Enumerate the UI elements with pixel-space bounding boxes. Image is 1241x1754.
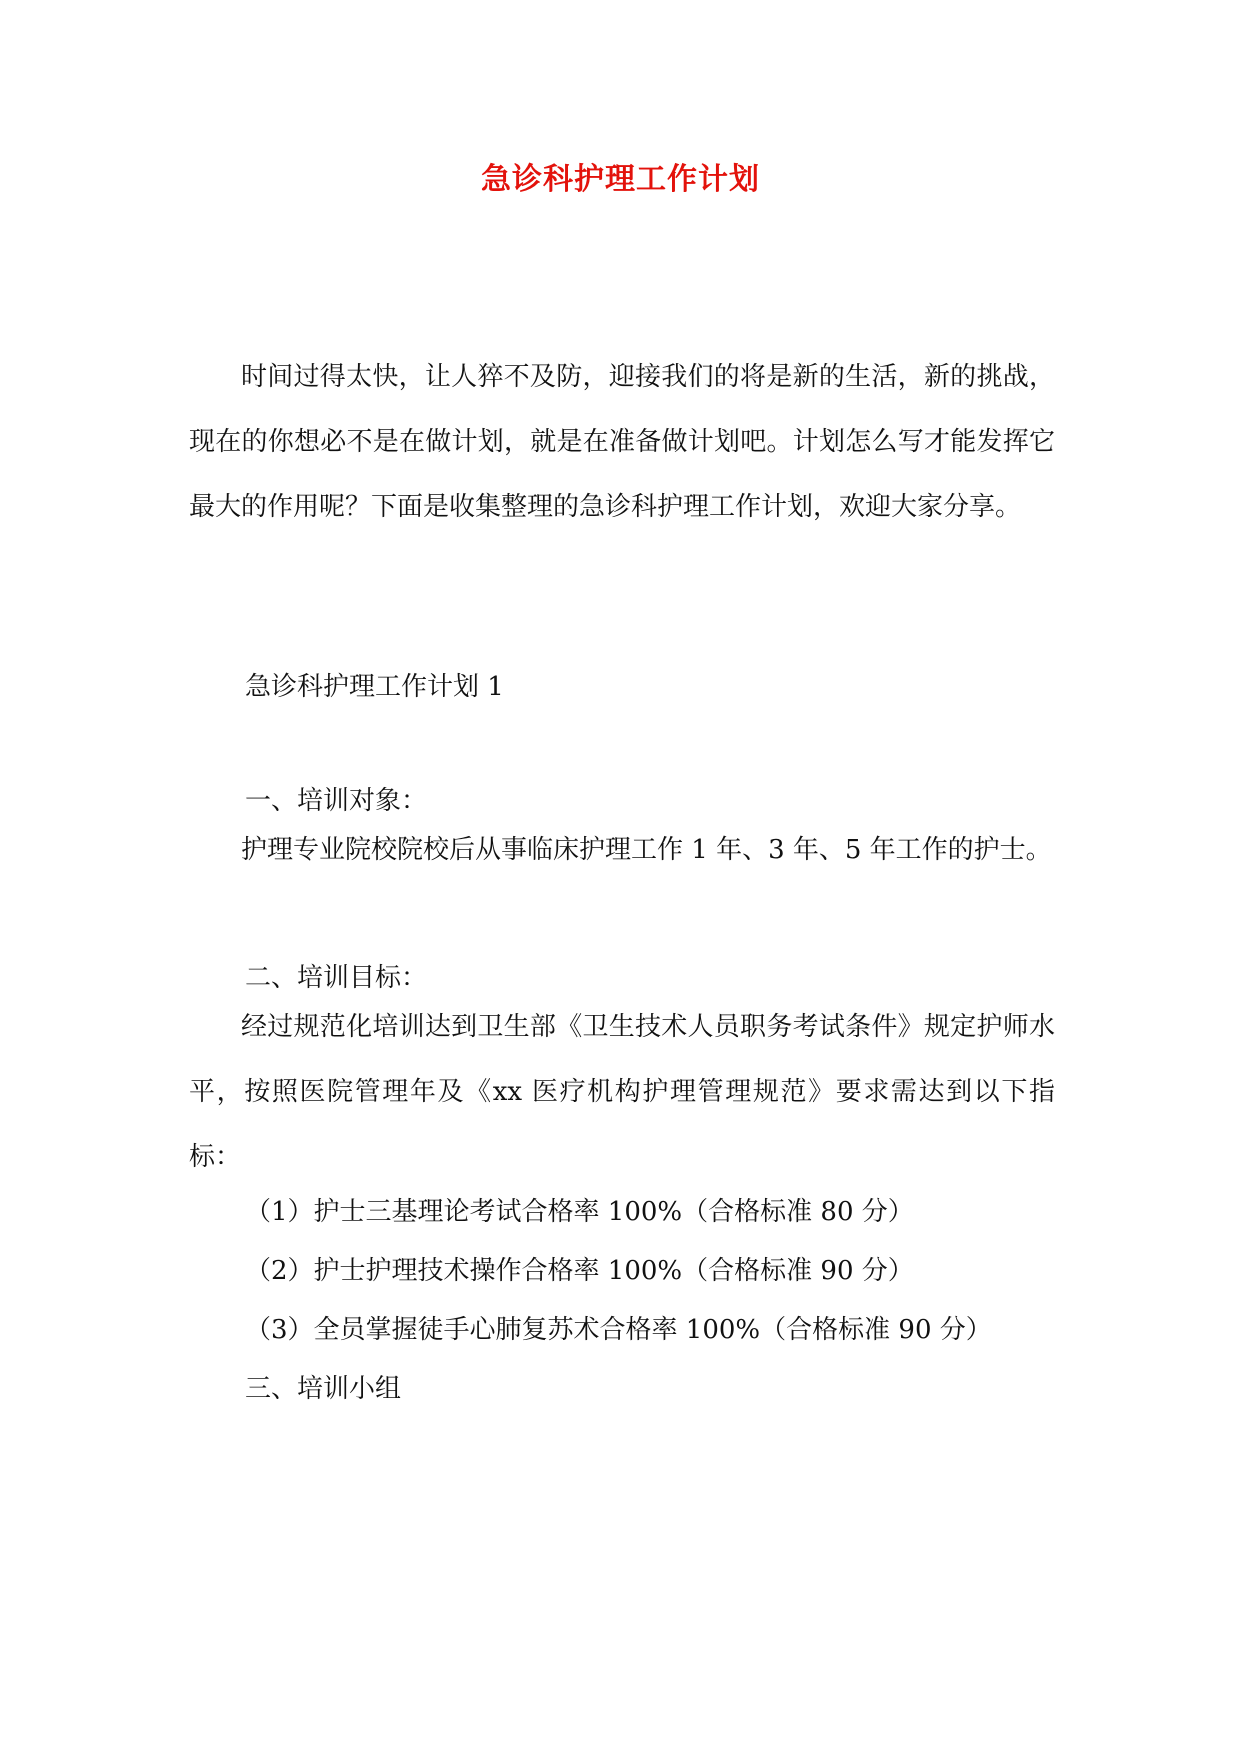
- paragraph-training-goals: 经过规范化培训达到卫生部《卫生技术人员职务考试条件》规定护师水平，按照医院管理年及《xx 医疗机构护理管理规范》要求需达到以下指标：: [189, 1012, 1055, 1172]
- target-item: （2）护士护理技术操作合格率 100%（合格标准 90 分）: [245, 1256, 914, 1286]
- section-title: 急诊科护理工作计划 1: [245, 672, 504, 702]
- heading-training-target-group: 一、培训对象：: [245, 786, 428, 816]
- document-title: 急诊科护理工作计划: [481, 162, 760, 197]
- target-item: （3）全员掌握徒手心肺复苏术合格率 100%（合格标准 90 分）: [245, 1315, 992, 1345]
- heading-training-team: 三、培训小组: [245, 1374, 402, 1404]
- target-item: （1）护士三基理论考试合格率 100%（合格标准 80 分）: [245, 1197, 914, 1227]
- intro-paragraph: 时间过得太快，让人猝不及防，迎接我们的将是新的生活，新的挑战，现在的你想必不是在做计划，就是在准备做计划吧。计划怎么写才能发挥它最大的作用呢？下面是收集整理的急诊科护理工作计划，欢迎大家分享。: [189, 362, 1055, 522]
- paragraph-training-target-group: 护理专业院校院校后从事临床护理工作 1 年、3 年、5 年工作的护士。: [241, 835, 1052, 865]
- heading-training-goals: 二、培训目标：: [245, 963, 428, 993]
